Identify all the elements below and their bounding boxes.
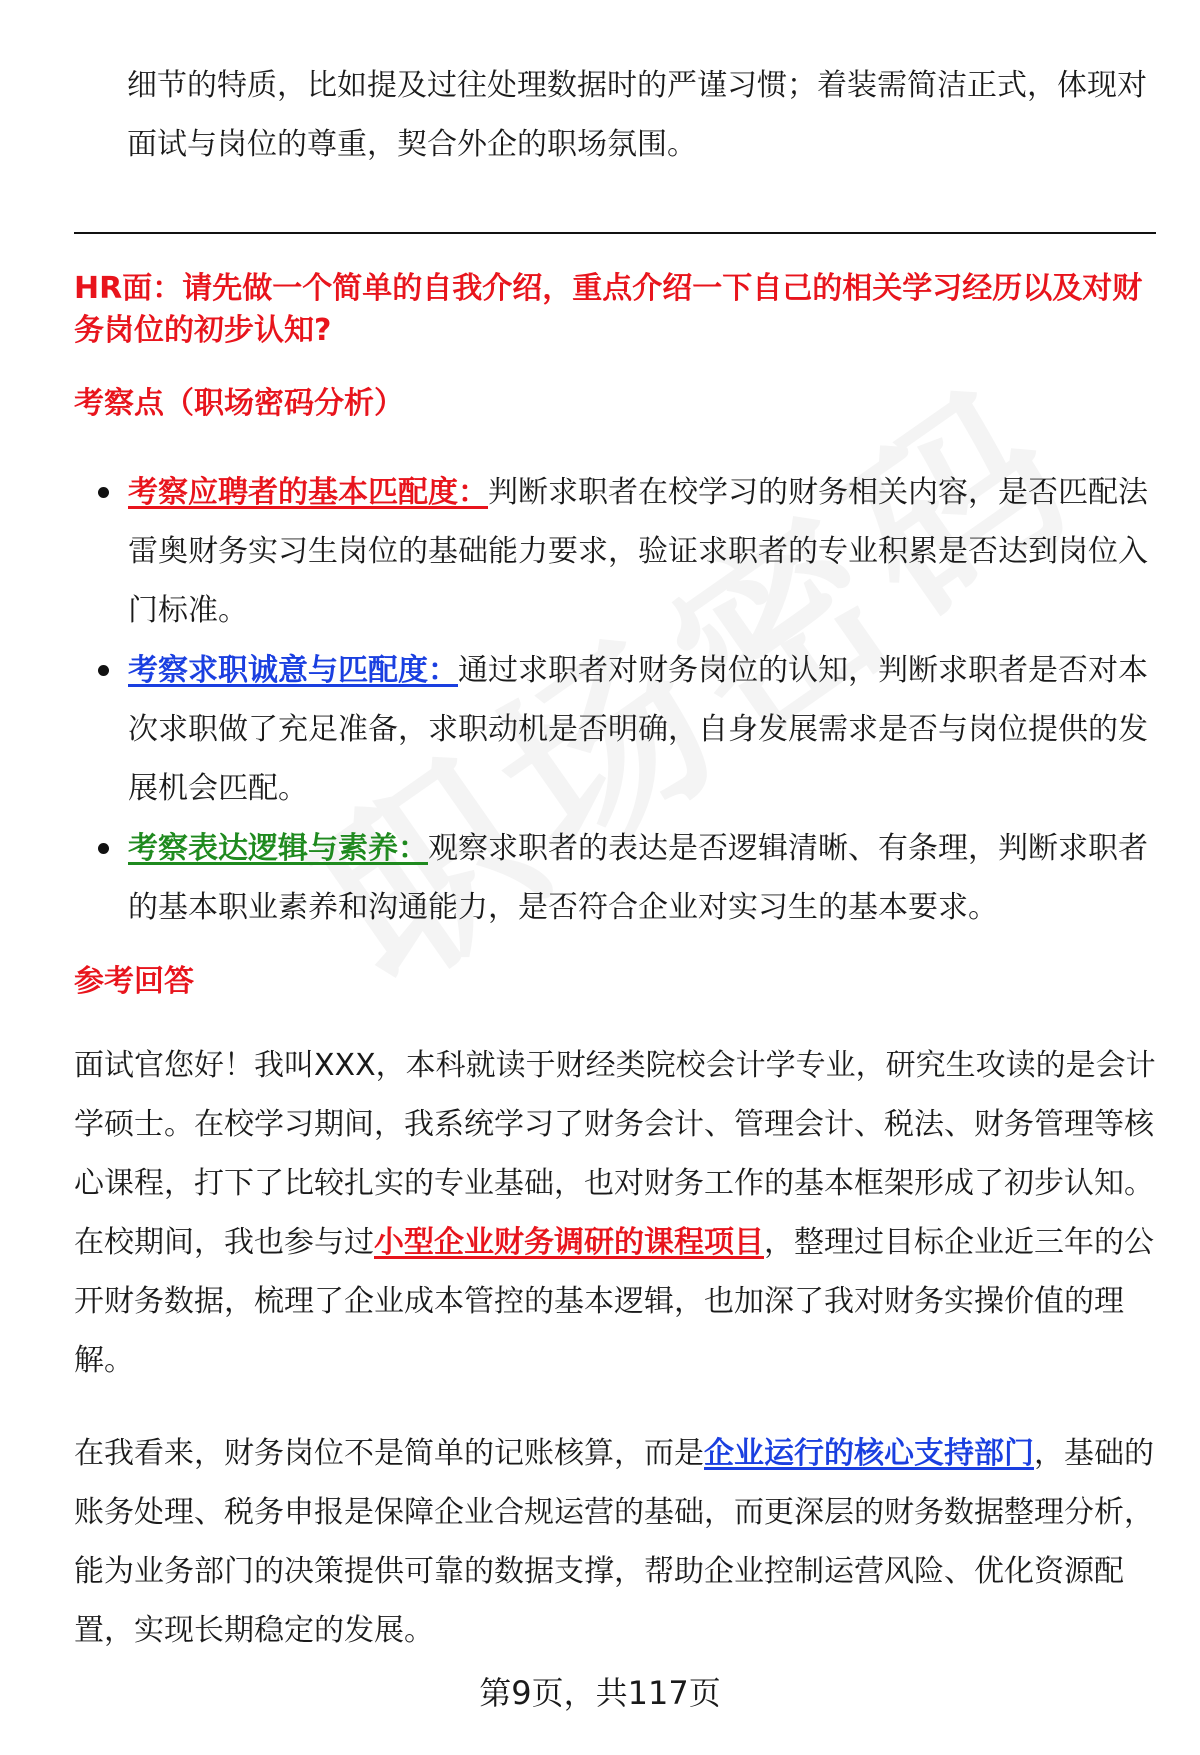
question-heading: HR面：请先做一个简单的自我介绍，重点介绍一下自己的相关学习经历以及对财务岗位的初步认知? bbox=[74, 271, 1143, 348]
reference-text: ，整理过目标企业近三年的公开财务数据，梳理了企业成本管控的基本逻辑，也加深了我对财务实操价值的理解。 bbox=[74, 1225, 1154, 1378]
assessment-item bbox=[74, 641, 1158, 818]
reference-text: 在我看来，财务岗位不是简单的记账核算，而是 bbox=[74, 1436, 704, 1471]
assessment-item bbox=[74, 819, 1158, 937]
assessment-list bbox=[74, 463, 1158, 938]
section-divider bbox=[74, 232, 1156, 234]
intro-line-1: 细节的特质，比如提及过往处理数据时的严谨习惯；着装需简洁正式，体现对 bbox=[127, 68, 1147, 103]
reference-heading: 参考回答 bbox=[74, 964, 194, 999]
reference-paragraph-2 bbox=[74, 1424, 1158, 1660]
assessment-text: 判断求职者在校学习的财务相关内容，是否匹配法雷奥财务实习生岗位的基础能力要求，验证求职者的专业积累是否达到岗位入门标准。 bbox=[128, 475, 1148, 628]
reference-paragraph-1 bbox=[74, 1036, 1158, 1390]
assessment-text: 观察求职者的表达是否逻辑清晰、有条理，判断求职者的基本职业素养和沟通能力，是否符合企业对实习生的基本要求。 bbox=[128, 831, 1148, 925]
assessment-text: 通过求职者对财务岗位的认知，判断求职者是否对本次求职做了充足准备，求职动机是否明确，自身发展需求是否与岗位提供的发展机会匹配。 bbox=[128, 653, 1148, 806]
intro-line-2: 面试与岗位的尊重，契合外企的职场氛围。 bbox=[127, 127, 697, 162]
intro-paragraph bbox=[127, 56, 1167, 174]
bullet-dot-icon bbox=[98, 843, 109, 854]
assessment-keyword: 考察求职诚意与匹配度： bbox=[128, 653, 458, 688]
assessment-item bbox=[74, 463, 1158, 640]
assessment-heading: 考察点（职场密码分析） bbox=[74, 386, 404, 421]
assessment-keyword: 考察表达逻辑与素养： bbox=[128, 831, 428, 866]
reference-highlight: 企业运行的核心支持部门 bbox=[704, 1436, 1034, 1471]
reference-text: ，基础的账务处理、税务申报是保障企业合规运营的基础，而更深层的财务数据整理分析，能为业务部门的决策提供可靠的数据支撑，帮助企业控制运营风险、优化资源配置，实现长期稳定的发展。 bbox=[74, 1436, 1154, 1648]
page-number: 第9页，共117页 bbox=[479, 1674, 721, 1712]
bullet-dot-icon bbox=[98, 665, 109, 676]
assessment-keyword: 考察应聘者的基本匹配度： bbox=[128, 475, 488, 510]
reference-highlight: 小型企业财务调研的课程项目 bbox=[374, 1225, 764, 1260]
reference-text: 面试官您好！我叫XXX，本科就读于财经类院校会计学专业，研究生攻读的是会计学硕士。在校学习期间，我系统学习了财务会计、管理会计、税法、财务管理等核心课程，打下了比较扎实的专业基础，也对财务工作的基本框架形成了初步认知。在校期间，我也参与过 bbox=[74, 1048, 1156, 1260]
bullet-dot-icon bbox=[98, 487, 109, 498]
